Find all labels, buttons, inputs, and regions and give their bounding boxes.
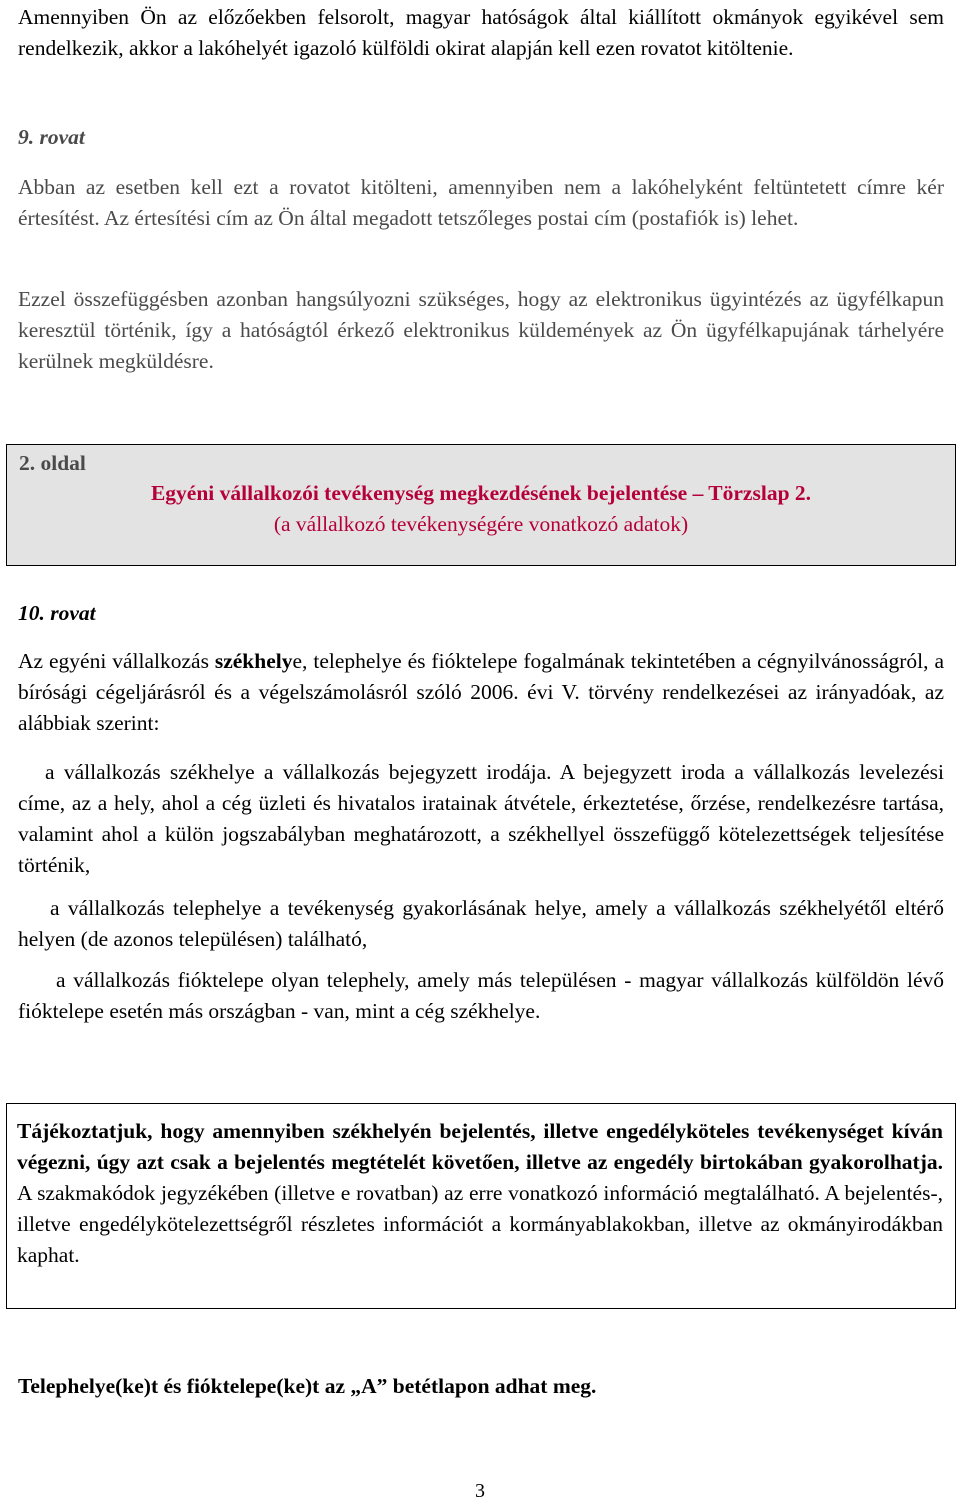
intro-paragraph: Amennyiben Ön az előzőekben felsorolt, magyar hatóságok által kiállított okmányok egyikével sem rendelkezik, akkor a lakóhelyét igazoló külföldi okirat alapján kell ezen rovatot kitöltenie. [18,5,944,60]
rovat-10-item-fioktelep: a vállalkozás fióktelepe olyan telephely, amely más településen - magyar vállalkozás külföldön lévő fióktelepe esetén más országban - van, mint a cég székhelye. [18,968,944,1023]
rovat-9-paragraph-1: Abban az esetben kell ezt a rovatot kitölteni, amennyiben nem a lakóhelyként feltüntetett címre kér értesítést. Az értesítési cím az Ön által megadott tetszőleges postai cím (postafiók is) lehet. [18,175,944,230]
rovat-10-item-szekhely: a vállalkozás székhelye a vállalkozás bejegyzett irodája. A bejegyzett iroda a vállalkozás levelezési címe, az a hely, ahol a cég üzleti és hivatalos iratainak átvétele, érkeztetése, őrzése, rendelkezésre tartása, valamint ahol a külön jogszabályban meghatározott, a székhellyel összefüggő kötelezettségek teljesítése történik, [18,760,944,877]
rovat-9-paragraph-2: Ezzel összefüggésben azonban hangsúlyozni szükséges, hogy az elektronikus ügyintézés az ügyfélkapun keresztül történik, így a hatóságtól érkező elektronikus küldemények az Ön ügyfélkapujának tárhelyére kerülnek megküldésre. [18,287,944,373]
rovat-10-intro [18,646,944,739]
rovat-9-heading: 9. rovat [18,125,85,149]
rovat-10-intro-bold: székhely [214,649,293,673]
info-box [6,1103,956,1309]
footer-note: Telephelye(ke)t és fióktelepe(ke)t az „A” betétlapon adhat meg. [18,1374,597,1398]
page-number: 3 [475,1480,485,1502]
oldal-label: 2. oldal [19,451,86,475]
rovat-10-intro-before: Az egyéni vállalkozás [18,649,215,673]
rovat-10-heading: 10. rovat [18,601,96,625]
info-bold-text: Tájékoztatjuk, hogy amennyiben székhelyén bejelentés, illetve engedélyköteles tevékenységet kíván végezni, úgy azt csak a bejelentés megtételét követően, illetve az engedély birtokában gyakorolhatja. [17,1119,943,1174]
info-normal-text: A szakmakódok jegyzékében (illetve e rovatban) az erre vonatkozó információ megtalálható. A bejelentés-, illetve engedélykötelezettségről részletes információt a kormányablakokban, illetve az okmányirodákban kaphat. [17,1181,943,1267]
rovat-10-item-telephely: a vállalkozás telephelye a tevékenység gyakorlásának helye, amely a vállalkozás székhelyétől eltérő helyen (de azonos településen) található, [18,896,944,951]
oldal-subtitle: (a vállalkozó tevékenységére vonatkozó adatok) [273,512,689,536]
oldal-title: Egyéni vállalkozói tevékenység megkezdésének bejelentése – Törzslap 2. [150,481,812,505]
rovat-10-intro-after: e, telephelye és fióktelepe fogalmának tekintetében a cégnyilvánosságról, a bírósági cégeljárásról és a végelszámolásról szóló 2006. évi V. törvény rendelkezései az irányadóak, az alábbiak szerint: [18,649,944,735]
info-text [17,1116,943,1271]
oldal-2-box [6,444,956,566]
